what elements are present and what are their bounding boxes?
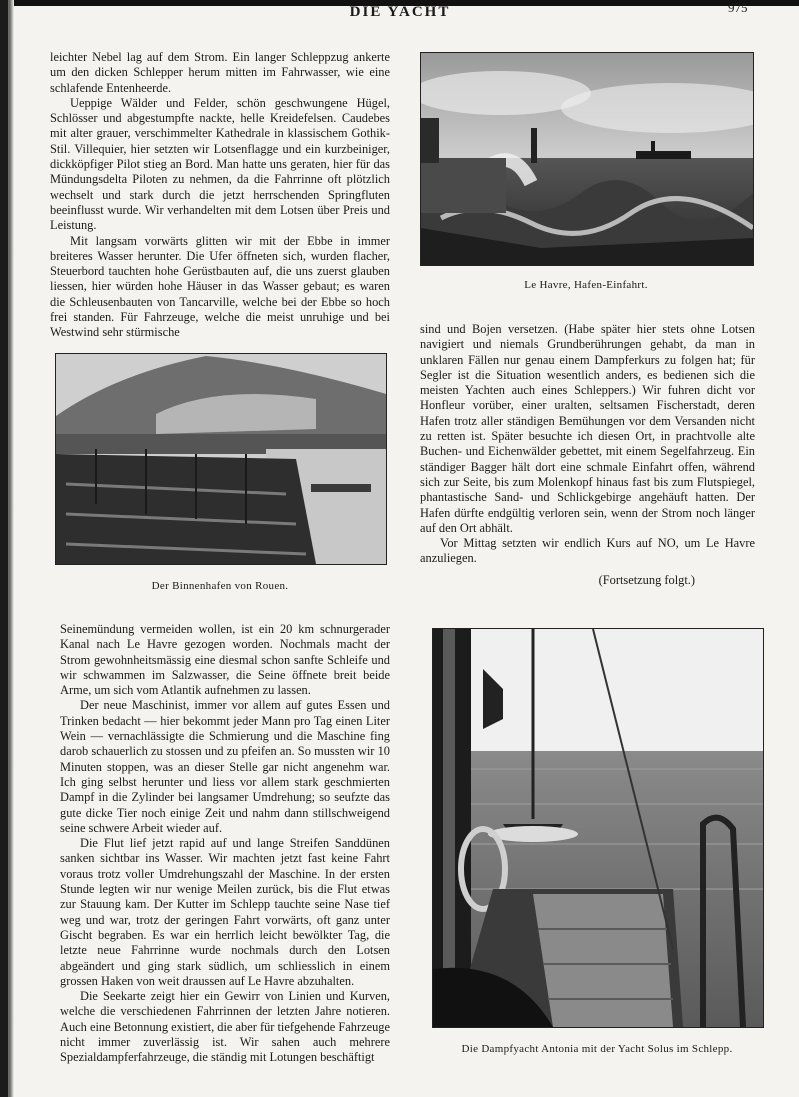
paragraph: Seinemündung vermeiden wollen, ist ein 20 km schnurgerader Kanal nach Le Havre gezogen worden. Nochmals macht der Strom gewohnheitsmässig eine diesmal schon sanfte Schleife und wir schwammen im Salzwasser, die Seine öffnete breit beide Arme, um sich vom Atlantik aufnehmen zu lassen. (60, 622, 390, 698)
photo-steam-yacht-antonia (432, 628, 764, 1028)
paragraph: Vor Mittag setzten wir endlich Kurs auf NO, um Le Havre anzuliegen. (420, 536, 755, 566)
paragraph: Ueppige Wälder und Felder, schön geschwungene Hügel, Schlösser und abgestumpfte nackte, helle Kreidefelsen. Caudebes mit alter grauer, verschimmelter Kathedrale in klassischem Gothik-Stil. Villequier, hier setzten wir Lotsenflagge und ein kurzbeiniger, dickköpfiger Pilot stieg an Bord. Man hatte uns geraten, hier für das Mündungsdelta Piloten zu nehmen, da die Fahrrinne oft plötzlich wechselt und stark durch die jetzt herrschenden Springfluten beeinflusst wurde. Wir verhandelten mit dem Lotsen über Preis und Leistung. (50, 95, 390, 233)
scan-binding-edge (0, 0, 14, 1097)
caption-le-havre: Le Havre, Hafen-Einfahrt. (524, 279, 648, 291)
continuation-note: (Fortsetzung folgt.) (598, 572, 695, 587)
caption-antonia: Die Dampfyacht Antonia mit der Yacht Solus im Schlepp. (461, 1043, 733, 1055)
text-column-top-right (420, 322, 755, 588)
text-column-bottom-left (60, 622, 390, 1066)
page-number: 975 (728, 0, 748, 15)
paragraph: Der neue Maschinist, immer vor allem auf gutes Essen und Trinken bedacht — hier bekommt jeder Mann pro Tag einen Liter Wein — vernachlässigte die Schmierung und die Maschine fing darob schauerlich zu stossen und zu pfeifen an. So mussten wir 10 Minuten stoppen, was an dieser Stelle gar nicht angenehm war. Ich ging selbst herunter und liess vor allem stark geschmierten Dampf in die Zylinder bei langsamer Umdrehung; so seufzte das gute dicke Tier noch einige Zeit und nahm dann stillschweigend seine schwere Arbeit wieder auf. (60, 698, 390, 835)
paragraph: leichter Nebel lag auf dem Strom. Ein langer Schleppzug ankerte um den dicken Schlepper herum mitten im Fahrwasser, wie eine schlafende Entenheerde. (50, 50, 390, 95)
paragraph: Die Seekarte zeigt hier ein Gewirr von Linien und Kurven, welche die verschiedenen Fahrrinnen der letzten Jahre notieren. Auch eine Betonnung existiert, die aber für tiefgehende Fahrzeuge nicht immer zuverlässig ist. Wir sahen auch mehrere Spezialdampferfahrzeuge, die ständig mit Lotungen beschäftigt (60, 989, 390, 1065)
paragraph: sind und Bojen versetzen. (Habe später hier stets ohne Lotsen navigiert und niemals Grundberührungen gehabt, da man in unklaren Fällen nur genau einem Dampferkurs zu folgen hat; für Segler ist die Situation wesentlich anders, es bedienen sich die meisten Yachten auch eines Schleppers.) Wir fuhren dicht vor Honfleur vorüber, einer uralten, seltsamen Fischerstadt, deren Hafen trotz aller ständigen Bemühungen vor dem Versanden nicht zu retten ist. Später besuchte ich diesen Ort, in prachtvolle alte Buchen- und Eichenwälder gebettet, mit einem Segelfahrzeug. Ein ständiger Bagger hält dort eine schmale Einfahrt offen, während sich zur Seite, bis zum Molenkopf hinaus fast bis zum Flutspiegel, phantastische Sand- und Schlickgebirge angehäuft hatten. Der Hafen dürfte endgültig verloren sein, wenn der Strom noch länger auf den Ort abhält. (420, 322, 755, 535)
paragraph: Mit langsam vorwärts glitten wir mit der Ebbe in immer breiteres Wasser herunter. Die Ufer öffneten sich, wurden flacher, Steuerbord tauchten hohe Gerüstbauten auf, die uns zuerst glauben liessen, hier würden hohe Häuser in das Wasser gebaut; es waren die Schleusenbauten von Tancarville, welche bei der Ebbe so hoch frei standen. Für Fahrzeuge, welche die meist unruhige und bei Westwind sehr stürmische (50, 233, 390, 340)
paragraph: Die Flut lief jetzt rapid auf und lange Streifen Sanddünen sanken sichtbar ins Wasser. Wir machten jetzt fast keine Fahrt voraus trotz voller Umdrehungszahl der Maschine. In der ersten Stunde legten wir nur wenige Meilen zurück, bis die Flut etwas zur Stauung kam. Der Kutter im Schlepp tauchte seine Nase tief weg und war, trotz der geringen Fahrt vorwärts, oft ganz unter Gischt begraben. Es war ein herrlich leicht bewölkter Tag, die letzte neue Fahrrinne wurde nochmals durch den Lotsen abgeändert und ging stark südlich, um schliesslich in einem grossen Haken von weit draussen auf Le Havre abzuhalten. (60, 836, 390, 988)
caption-rouen: Der Binnenhafen von Rouen. (151, 580, 289, 592)
text-column-top-left (50, 50, 390, 341)
photo-le-havre-harbor-entrance (420, 52, 754, 266)
photo-rouen-inland-harbor (55, 353, 387, 565)
running-head: DIE YACHT (349, 4, 451, 20)
